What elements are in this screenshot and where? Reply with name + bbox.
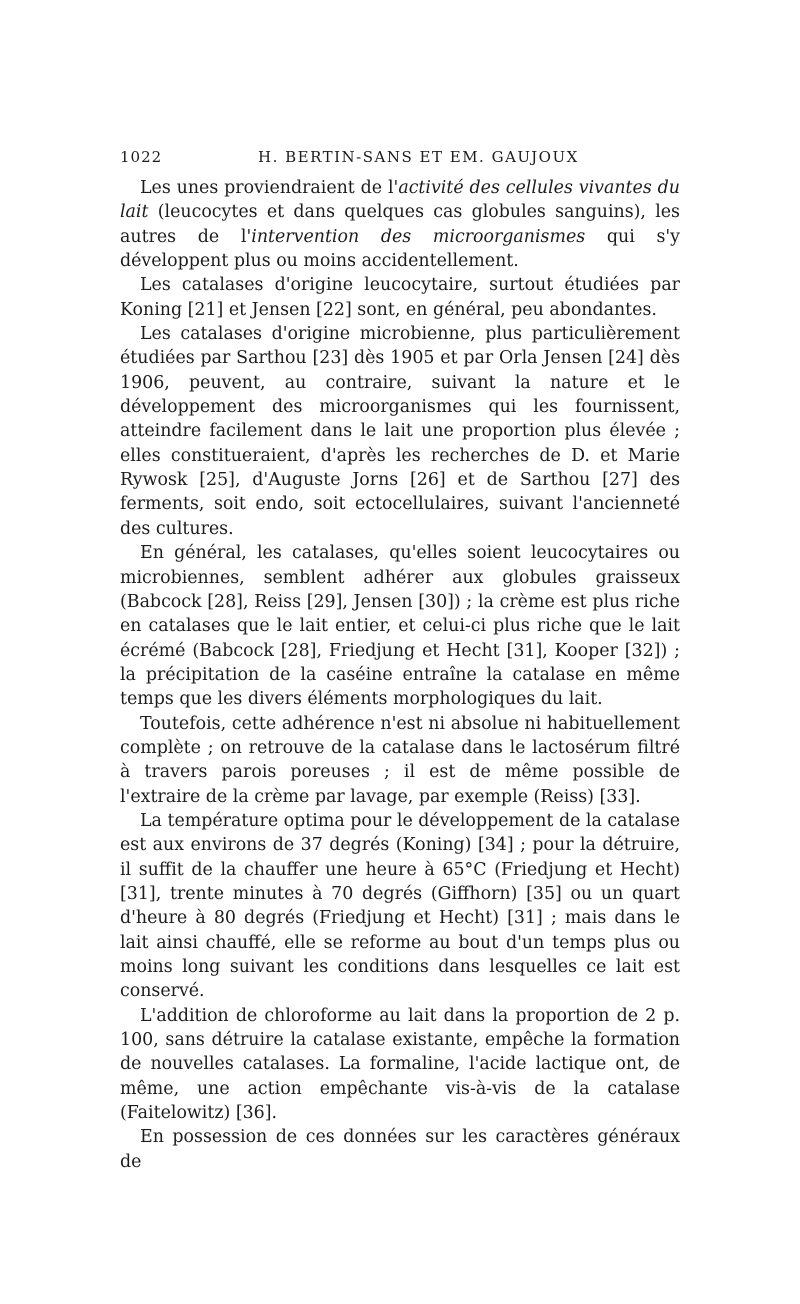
paragraph-6: La température optima pour le développement de la catalase est aux environs de 37 degrés (Koning) [34] ; pour la détruire, il suffit de la chauffer une heure à 65°C (Friedjung et Hecht) [31], trente minutes à 70 degrés (Giffhorn) [35] ou un quart d'heure à 80 degrés (Friedjung et Hecht) [31] ; mais dans le lait ainsi chauffé, elle se reforme au bout d'un temps plus ou moins long suivant les conditions dans lesquelles ce lait est conservé.	[120, 810, 680, 1002]
paragraph-1-italic-a: activité des cellules vivantes du lait	[120, 178, 680, 223]
paragraph-1-italic-b: intervention des microorganismes	[251, 226, 586, 247]
body-text	[120, 176, 680, 1174]
paragraph-3: Les catalases d'origine microbienne, plus particulièrement étudiées par Sarthou [23] dès 1905 et par Orla Jensen [24] dès 1906, peuvent, au contraire, suivant la nature et le développement des microorganismes qui les fournissent, atteindre facilement dans le lait une proportion plus élevée ; elles constitueraient, d'après les recherches de D. et Marie Rywosk [25], d'Auguste Jorns [26] et de Sarthou [27] des ferments, soit endo, soit ectocellulaires, suivant l'ancienneté des cultures.	[120, 324, 680, 539]
paragraph-8: En possession de ces données sur les caractères généraux de	[120, 1127, 680, 1172]
page-number: 1022	[120, 148, 163, 166]
paragraph-1-text-b: (leucocytes et dans quelques cas globules sanguins), les autres de l'	[120, 202, 680, 247]
paragraph-7: L'addition de chloroforme au lait dans la proportion de 2 p. 100, sans détruire la catalase existante, empêche la formation de nouvelles catalases. La formaline, l'acide lactique ont, de même, une action empêchante vis-à-vis de la catalase (Faitelowitz) [36].	[120, 1005, 680, 1124]
paragraph-5: Toutefois, cette adhérence n'est ni absolue ni habituellement complète ; on retrouve de la catalase dans le lactosérum filtré à travers parois poreuses ; il est de même possible de l'extraire de la crème par lavage, par exemple (Reiss) [33].	[120, 713, 680, 807]
page-header	[120, 148, 680, 176]
paragraph-1-text-c: qui s'y développent plus ou moins accidentellement.	[120, 226, 680, 272]
paragraph-4: En général, les catalases, qu'elles soient leucocytaires ou microbiennes, semblent adhérer aux globules graisseux (Babcock [28], Reiss [29], Jensen [30]) ; la crème est plus riche en catalases que le lait entier, et celui-ci plus riche que le lait écrémé (Babcock [28], Friedjung et Hecht [31], Kooper [32]) ; la précipitation de la caséine entraîne la catalase en même temps que les divers éléments morphologiques du lait.	[120, 543, 680, 710]
paragraph-1	[120, 176, 680, 273]
paragraph-1-text-a: Les unes proviendraient de l'	[140, 178, 399, 198]
running-head: H. BERTIN-SANS ET EM. GAUJOUX	[258, 148, 579, 166]
page	[120, 148, 680, 1174]
paragraph-2: Les catalases d'origine leucocytaire, surtout étudiées par Koning [21] et Jensen [22] sont, en général, peu abondantes.	[120, 275, 680, 320]
